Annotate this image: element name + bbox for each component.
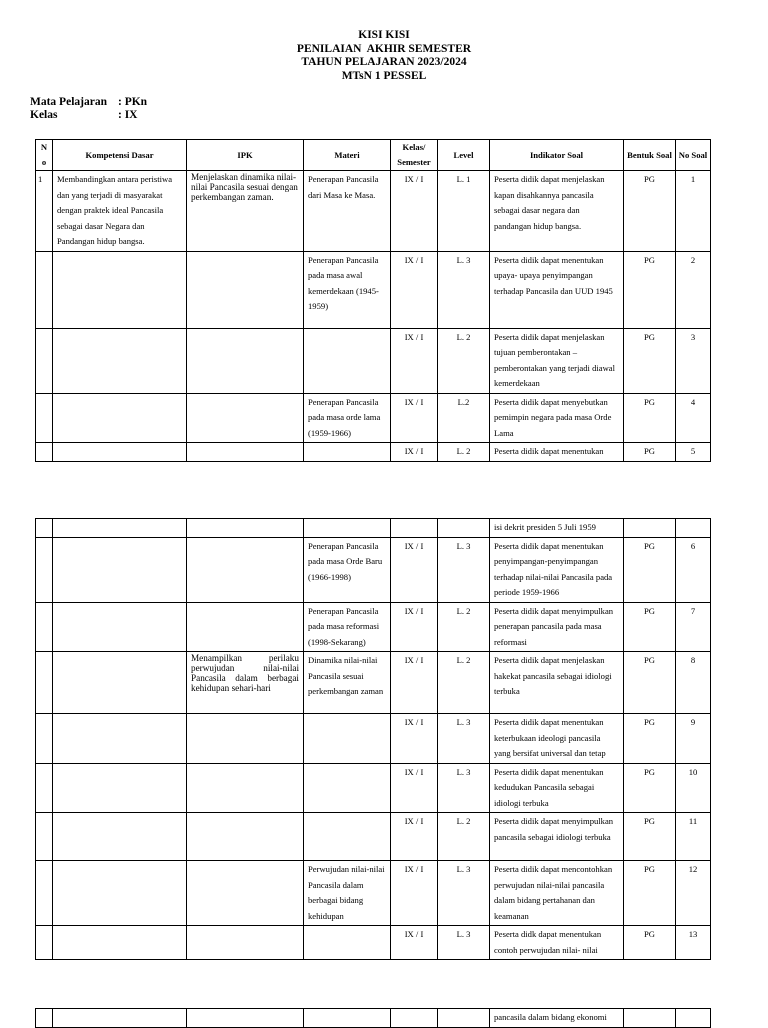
cell-kompetensi-dasar bbox=[53, 328, 187, 393]
cell-bentuk-soal: PG bbox=[624, 251, 676, 328]
header-no-soal: No Soal bbox=[676, 140, 711, 171]
cell-no-soal: 3 bbox=[676, 328, 711, 393]
cell-no bbox=[36, 537, 53, 602]
grid-table-page-1 bbox=[35, 139, 711, 462]
table-row bbox=[36, 652, 711, 714]
cell-materi bbox=[304, 519, 391, 538]
cell-bentuk-soal bbox=[624, 519, 676, 538]
cell-no-soal: 6 bbox=[676, 537, 711, 602]
document-title bbox=[0, 29, 768, 83]
title-line-4: MTsN 1 PESSEL bbox=[341, 69, 427, 82]
cell-level: L. 1 bbox=[438, 171, 490, 252]
cell-kompetensi-dasar bbox=[53, 537, 187, 602]
cell-materi bbox=[304, 328, 391, 393]
header-row bbox=[36, 140, 711, 171]
cell-indikator-soal: Peserta didik dapat mencontohkan perwujudan nilai-nilai pancasila dalam bidang pertahanan dan keamanan bbox=[490, 861, 624, 926]
cell-materi: Penerapan Pancasila dari Masa ke Masa. bbox=[304, 171, 391, 252]
cell-kelas-semester: IX / I bbox=[391, 813, 438, 861]
cell-no bbox=[36, 926, 53, 960]
table-row bbox=[36, 171, 711, 252]
cell-no bbox=[36, 861, 53, 926]
cell-bentuk-soal: PG bbox=[624, 813, 676, 861]
cell-indikator-soal: Peserta didik dapat menyimpulkan pancasila sebagai idiologi terbuka bbox=[490, 813, 624, 861]
cell-no bbox=[36, 1009, 53, 1028]
cell-no-soal: 7 bbox=[676, 602, 711, 652]
cell-ipk bbox=[187, 537, 304, 602]
cell-bentuk-soal: PG bbox=[624, 537, 676, 602]
cell-materi: Penerapan Pancasila pada masa reformasi (1998-Sekarang) bbox=[304, 602, 391, 652]
cell-ipk bbox=[187, 443, 304, 462]
cell-indikator-soal: Peserta didik dapat menentukan upaya- upaya penyimpangan terhadap Pancasila dan UUD 1945 bbox=[490, 251, 624, 328]
subject-info bbox=[30, 96, 147, 122]
cell-indikator-soal: Peserta didik dapat menentukan penyimpangan-penyimpangan terhadap nilai-nilai Pancasila pada periode 1959-1966 bbox=[490, 537, 624, 602]
cell-no-soal: 9 bbox=[676, 714, 711, 764]
cell-indikator-soal: pancasila dalam bidang ekonomi bbox=[490, 1009, 624, 1028]
cell-ipk: Menampilkan perilaku perwujudan nilai-nilai Pancasila dalam berbagai kehidupan sehari-hari bbox=[187, 652, 304, 714]
cell-no-soal: 11 bbox=[676, 813, 711, 861]
cell-no bbox=[36, 714, 53, 764]
cell-materi bbox=[304, 443, 391, 462]
cell-level: L. 2 bbox=[438, 602, 490, 652]
cell-no-soal: 5 bbox=[676, 443, 711, 462]
cell-kelas-semester: IX / I bbox=[391, 652, 438, 714]
header-no: N o bbox=[36, 140, 53, 171]
cell-level: L. 3 bbox=[438, 926, 490, 960]
table-row bbox=[36, 393, 711, 443]
cell-level: L. 3 bbox=[438, 537, 490, 602]
class-row bbox=[30, 109, 147, 122]
cell-level bbox=[438, 1009, 490, 1028]
cell-kelas-semester: IX / I bbox=[391, 714, 438, 764]
cell-kelas-semester: IX / I bbox=[391, 763, 438, 813]
cell-no-soal: 10 bbox=[676, 763, 711, 813]
cell-materi: Penerapan Pancasila pada masa Orde Baru (1966-1998) bbox=[304, 537, 391, 602]
header-level: Level bbox=[438, 140, 490, 171]
header-kompetensi-dasar: Kompetensi Dasar bbox=[53, 140, 187, 171]
cell-indikator-soal: Peserta didik dapat menyebutkan pemimpin negara pada masa Orde Lama bbox=[490, 393, 624, 443]
cell-indikator-soal: isi dekrit presiden 5 Juli 1959 bbox=[490, 519, 624, 538]
cell-bentuk-soal: PG bbox=[624, 171, 676, 252]
cell-ipk: Menjelaskan dinamika nilai-nilai Pancasila sesuai dengan perkembangan zaman. bbox=[187, 171, 304, 252]
table-row bbox=[36, 861, 711, 926]
cell-level: L. 2 bbox=[438, 443, 490, 462]
cell-kompetensi-dasar bbox=[53, 763, 187, 813]
cell-materi bbox=[304, 1009, 391, 1028]
cell-kompetensi-dasar bbox=[53, 251, 187, 328]
cell-level: L. 2 bbox=[438, 328, 490, 393]
cell-no bbox=[36, 763, 53, 813]
cell-kelas-semester: IX / I bbox=[391, 861, 438, 926]
cell-indikator-soal: Peserta didik dapat menjelaskan tujuan pemberontakan – pemberontakan yang terjadi diawal kemerdekaan bbox=[490, 328, 624, 393]
subject-row bbox=[30, 96, 147, 109]
cell-ipk bbox=[187, 813, 304, 861]
cell-kelas-semester: IX / I bbox=[391, 328, 438, 393]
cell-materi: Perwujudan nilai-nilai Pancasila dalam berbagai bidang kehidupan bbox=[304, 861, 391, 926]
cell-bentuk-soal: PG bbox=[624, 602, 676, 652]
cell-indikator-soal: Peserta didik dapat menjelaskan kapan disahkannya pancasila sebagai dasar negara dan pandangan hidup bangsa. bbox=[490, 171, 624, 252]
header-materi: Materi bbox=[304, 140, 391, 171]
cell-no bbox=[36, 443, 53, 462]
cell-indikator-soal: Peserta didik dapat menentukan keterbukaan ideologi pancasila yang bersifat universal dan tetap bbox=[490, 714, 624, 764]
cell-indikator-soal: Peserta didik dapat menentukan kedudukan Pancasila sebagai idiologi terbuka bbox=[490, 763, 624, 813]
cell-no bbox=[36, 652, 53, 714]
cell-no bbox=[36, 519, 53, 538]
header-bentuk-soal: Bentuk Soal bbox=[624, 140, 676, 171]
cell-kompetensi-dasar bbox=[53, 652, 187, 714]
cell-no bbox=[36, 251, 53, 328]
title-line-3: TAHUN PELAJARAN 2023/2024 bbox=[301, 56, 467, 68]
cell-indikator-soal: Peserta didik dapat menyimpulkan penerapan pancasila pada masa reformasi bbox=[490, 602, 624, 652]
cell-no-soal: 13 bbox=[676, 926, 711, 960]
cell-kompetensi-dasar bbox=[53, 519, 187, 538]
cell-kelas-semester: IX / I bbox=[391, 393, 438, 443]
table-row bbox=[36, 1009, 711, 1028]
cell-no-soal: 4 bbox=[676, 393, 711, 443]
cell-kelas-semester: IX / I bbox=[391, 926, 438, 960]
table-row bbox=[36, 519, 711, 538]
cell-ipk bbox=[187, 393, 304, 443]
subject-label: Mata Pelajaran bbox=[30, 96, 107, 108]
header-kelas-semester: Kelas/ Semester bbox=[391, 140, 438, 171]
grid-table-page-3 bbox=[35, 1008, 711, 1028]
class-value: : IX bbox=[118, 109, 138, 121]
cell-materi bbox=[304, 813, 391, 861]
grid-table-page-2 bbox=[35, 518, 711, 960]
cell-level: L. 2 bbox=[438, 813, 490, 861]
cell-bentuk-soal: PG bbox=[624, 328, 676, 393]
cell-kompetensi-dasar bbox=[53, 443, 187, 462]
class-label: Kelas bbox=[30, 109, 58, 121]
cell-bentuk-soal: PG bbox=[624, 926, 676, 960]
cell-kelas-semester: IX / I bbox=[391, 171, 438, 252]
cell-bentuk-soal: PG bbox=[624, 714, 676, 764]
table-row bbox=[36, 763, 711, 813]
cell-level: L. 3 bbox=[438, 714, 490, 764]
cell-no-soal: 2 bbox=[676, 251, 711, 328]
cell-materi: Penerapan Pancasila pada masa orde lama (1959-1966) bbox=[304, 393, 391, 443]
table-row bbox=[36, 602, 711, 652]
cell-ipk bbox=[187, 926, 304, 960]
cell-level bbox=[438, 519, 490, 538]
table-row bbox=[36, 251, 711, 328]
cell-ipk bbox=[187, 714, 304, 764]
cell-kelas-semester: IX / I bbox=[391, 537, 438, 602]
cell-kompetensi-dasar bbox=[53, 861, 187, 926]
cell-no-soal: 1 bbox=[676, 171, 711, 252]
cell-bentuk-soal: PG bbox=[624, 393, 676, 443]
table-row bbox=[36, 813, 711, 861]
cell-kompetensi-dasar bbox=[53, 393, 187, 443]
cell-kompetensi-dasar bbox=[53, 714, 187, 764]
title-line-2: PENILAIAN AKHIR SEMESTER bbox=[296, 42, 472, 55]
cell-materi bbox=[304, 763, 391, 813]
cell-kelas-semester bbox=[391, 1009, 438, 1028]
cell-ipk bbox=[187, 763, 304, 813]
cell-materi bbox=[304, 714, 391, 764]
cell-indikator-soal: Peserta didk dapat menentukan contoh perwujudan nilai- nilai bbox=[490, 926, 624, 960]
cell-no: 1 bbox=[36, 171, 53, 252]
cell-no-soal: 12 bbox=[676, 861, 711, 926]
cell-no-soal: 8 bbox=[676, 652, 711, 714]
cell-ipk bbox=[187, 328, 304, 393]
cell-indikator-soal: Peserta didik dapat menjelaskan hakekat pancasila sebagai idiologi terbuka bbox=[490, 652, 624, 714]
cell-materi bbox=[304, 926, 391, 960]
table-row bbox=[36, 443, 711, 462]
cell-bentuk-soal: PG bbox=[624, 861, 676, 926]
cell-kelas-semester: IX / I bbox=[391, 602, 438, 652]
table-row bbox=[36, 926, 711, 960]
cell-kompetensi-dasar bbox=[53, 1009, 187, 1028]
table-row bbox=[36, 537, 711, 602]
cell-kelas-semester: IX / I bbox=[391, 251, 438, 328]
cell-ipk bbox=[187, 519, 304, 538]
cell-level: L.2 bbox=[438, 393, 490, 443]
cell-materi: Penerapan Pancasila pada masa awal kemerdekaan (1945-1959) bbox=[304, 251, 391, 328]
cell-level: L. 3 bbox=[438, 763, 490, 813]
cell-kompetensi-dasar bbox=[53, 602, 187, 652]
cell-level: L. 2 bbox=[438, 652, 490, 714]
header-ipk: IPK bbox=[187, 140, 304, 171]
cell-no-soal bbox=[676, 1009, 711, 1028]
header-indikator-soal: Indikator Soal bbox=[490, 140, 624, 171]
cell-no bbox=[36, 813, 53, 861]
cell-bentuk-soal bbox=[624, 1009, 676, 1028]
cell-kompetensi-dasar bbox=[53, 926, 187, 960]
cell-no bbox=[36, 393, 53, 443]
cell-kompetensi-dasar bbox=[53, 813, 187, 861]
cell-kelas-semester: IX / I bbox=[391, 443, 438, 462]
cell-ipk bbox=[187, 251, 304, 328]
cell-ipk bbox=[187, 1009, 304, 1028]
cell-level: L. 3 bbox=[438, 251, 490, 328]
table-row bbox=[36, 714, 711, 764]
table-row bbox=[36, 328, 711, 393]
cell-level: L. 3 bbox=[438, 861, 490, 926]
cell-kelas-semester bbox=[391, 519, 438, 538]
cell-no-soal bbox=[676, 519, 711, 538]
cell-no bbox=[36, 328, 53, 393]
cell-ipk bbox=[187, 602, 304, 652]
cell-bentuk-soal: PG bbox=[624, 443, 676, 462]
cell-indikator-soal: Peserta didik dapat menentukan bbox=[490, 443, 624, 462]
cell-ipk bbox=[187, 861, 304, 926]
cell-no bbox=[36, 602, 53, 652]
subject-value: : PKn bbox=[118, 96, 148, 108]
cell-bentuk-soal: PG bbox=[624, 652, 676, 714]
cell-bentuk-soal: PG bbox=[624, 763, 676, 813]
cell-kompetensi-dasar: Membandingkan antara peristiwa dan yang terjadi di masyarakat dengan praktek ideal Pancasila sebagai dasar Negara dan Pandangan hidup bangsa. bbox=[53, 171, 187, 252]
cell-materi: Dinamika nilai-nilai Pancasila sesuai perkembangan zaman bbox=[304, 652, 391, 714]
title-line-1: KISI KISI bbox=[358, 29, 410, 41]
